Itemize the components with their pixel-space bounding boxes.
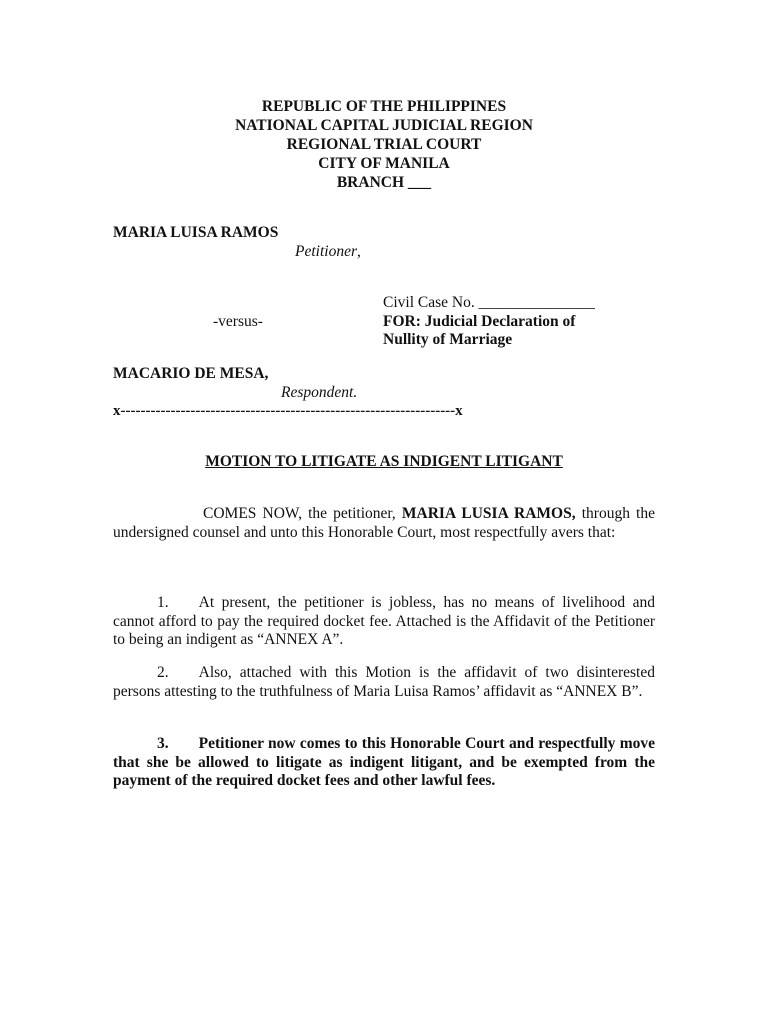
intro-rest: through the undersigned counsel and unto this Honorable Court, most respectfully avers that:: [113, 505, 655, 541]
respondent-role: Respondent.: [281, 384, 358, 401]
paragraph-2-text: Also, attached with this Motion is the affidavit of two disinterested persons attesting to the truthfulness of Maria Luisa Ramos’ affidavit as “ANNEX B”.: [113, 664, 655, 700]
paragraph-2-number: 2.: [157, 664, 169, 681]
court-header: [0, 97, 768, 192]
intro-name: MARIA LUSIA RAMOS,: [401, 505, 576, 522]
paragraph-3: [113, 735, 655, 791]
case-nature-line1: FOR: Judicial Declaration of: [383, 313, 576, 330]
paragraph-1-text: At present, the petitioner is jobless, has no means of livelihood and cannot afford to pay the required docket fee. Attached is the Affidavit of the Petitioner to being an indigent as “ANNEX A”.: [113, 594, 655, 648]
petitioner-name: MARIA LUISA RAMOS: [113, 224, 279, 241]
petitioner-role-line: [295, 242, 361, 261]
case-number: Civil Case No. _______________: [383, 294, 595, 311]
paragraph-2: [113, 664, 655, 701]
header-region: NATIONAL CAPITAL JUDICIAL REGION: [235, 117, 533, 134]
paragraph-3-number: 3.: [157, 735, 169, 752]
header-branch: BRANCH ___: [336, 174, 432, 191]
caption-divider: x-------------------------------------------------------------------x: [113, 403, 463, 419]
intro-paragraph: [113, 505, 655, 542]
petitioner-comma: ,: [357, 243, 361, 260]
respondent-name: MACARIO DE MESA,: [113, 365, 269, 382]
petitioner-role: Petitioner: [295, 243, 357, 260]
paragraph-1-number: 1.: [157, 594, 169, 611]
header-republic: REPUBLIC OF THE PHILIPPINES: [261, 98, 507, 115]
paragraph-1: [113, 594, 655, 650]
case-nature-line2: Nullity of Marriage: [383, 331, 513, 348]
motion-title: MOTION TO LITIGATE AS INDIGENT LITIGANT: [205, 453, 563, 470]
header-court: REGIONAL TRIAL COURT: [286, 136, 482, 153]
header-city: CITY OF MANILA: [318, 155, 450, 172]
paragraph-3-text: Petitioner now comes to this Honorable Court and respectfully move that she be allowed to litigate as indigent litigant, and be exempted from the payment of the required docket fees and other lawful fees.: [113, 735, 655, 789]
versus-label: -versus-: [213, 313, 263, 330]
intro-lead: COMES NOW, the petitioner,: [203, 505, 402, 522]
